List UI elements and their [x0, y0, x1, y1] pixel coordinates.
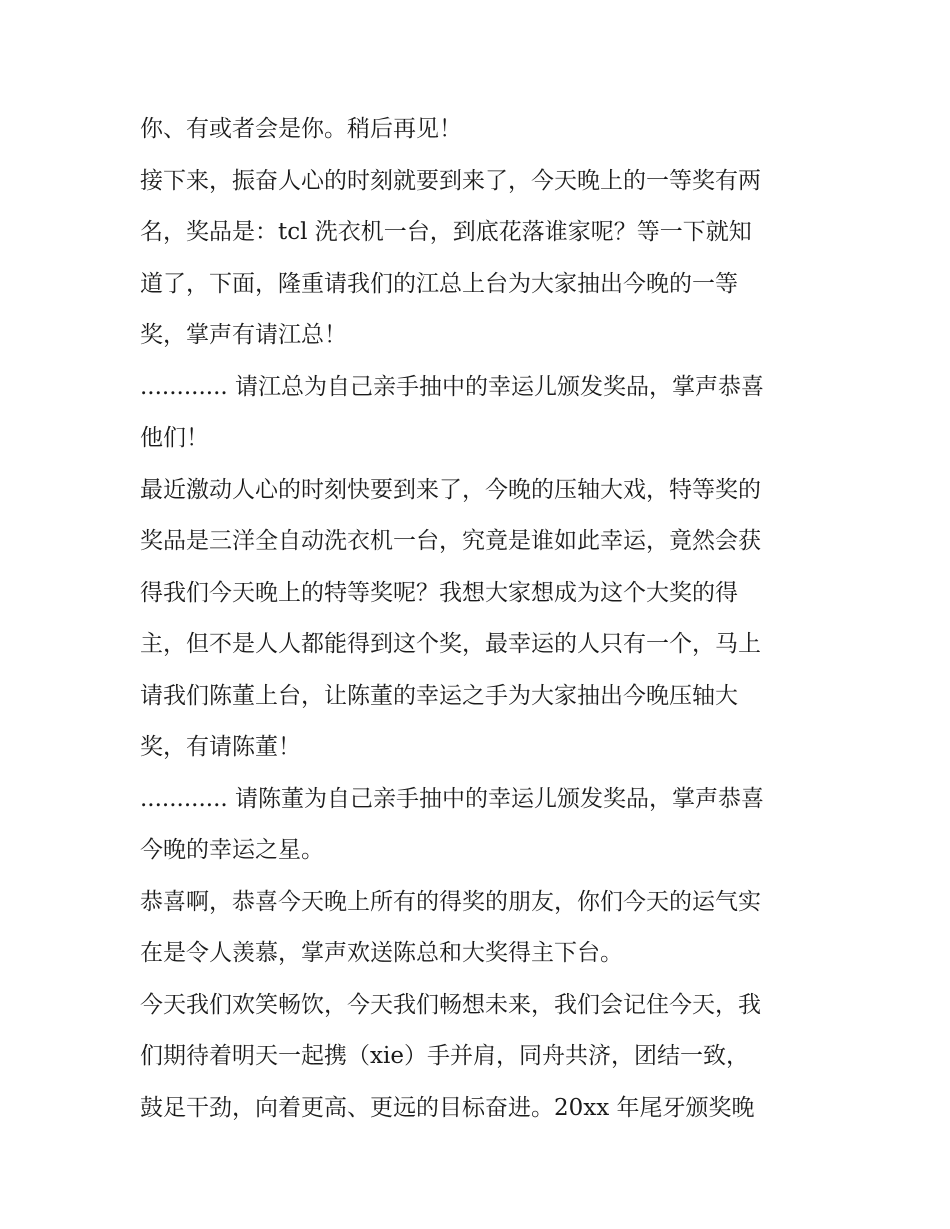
text-line: 最近激动人心的时刻快要到来了，今晚的压轴大戏，特等奖的 — [140, 476, 761, 503]
text-line: 他们！ — [140, 425, 209, 451]
text-line: 今天我们欢笑畅饮，今天我们畅想未来，我们会记住今天，我 — [140, 991, 761, 1018]
text-line: 在是令人羡慕，掌声欢送陈总和大奖得主下台。 — [140, 940, 623, 966]
text-line: 接下来，振奋人心的时刻就要到来了，今天晚上的一等奖有两 — [140, 167, 761, 194]
text-line: 得我们今天晚上的特等奖呢？我想大家想成为这个大奖的得 — [140, 579, 738, 606]
text-line: 请我们陈董上台，让陈董的幸运之手为大家抽出今晚压轴大 — [140, 682, 738, 709]
text-line: 你、有或者会是你。稍后再见！ — [140, 116, 462, 142]
document-body — [140, 104, 812, 1134]
text-line: 奖，掌声有请江总！ — [140, 322, 347, 348]
text-line: 奖品是三洋全自动洗衣机一台，究竟是谁如此幸运，竟然会获 — [140, 528, 761, 554]
text-line: ............ 请江总为自己亲手抽中的幸运儿颁发奖品，掌声恭喜 — [140, 373, 765, 400]
text-line: 道了，下面，隆重请我们的江总上台为大家抽出今晚的一等 — [140, 270, 738, 297]
text-line: 鼓足干劲，向着更高、更远的目标奋进。20xx 年尾牙颁奖晚 — [140, 1094, 755, 1121]
text-line: 名，奖品是：tcl 洗衣机一台，到底花落谁家呢？等一下就知 — [140, 219, 752, 245]
text-line: 今晚的幸运之星。 — [140, 837, 324, 863]
text-line: 恭喜啊，恭喜今天晚上所有的得奖的朋友，你们今天的运气实 — [140, 888, 761, 915]
text-line: ............ 请陈董为自己亲手抽中的幸运儿颁发奖品，掌声恭喜 — [140, 785, 765, 812]
text-line: 奖，有请陈董！ — [140, 734, 301, 760]
text-line: 们期待着明天一起携（xie）手并肩，同舟共济，团结一致， — [140, 1043, 749, 1069]
text-line: 主，但不是人人都能得到这个奖，最幸运的人只有一个，马上 — [140, 631, 761, 657]
